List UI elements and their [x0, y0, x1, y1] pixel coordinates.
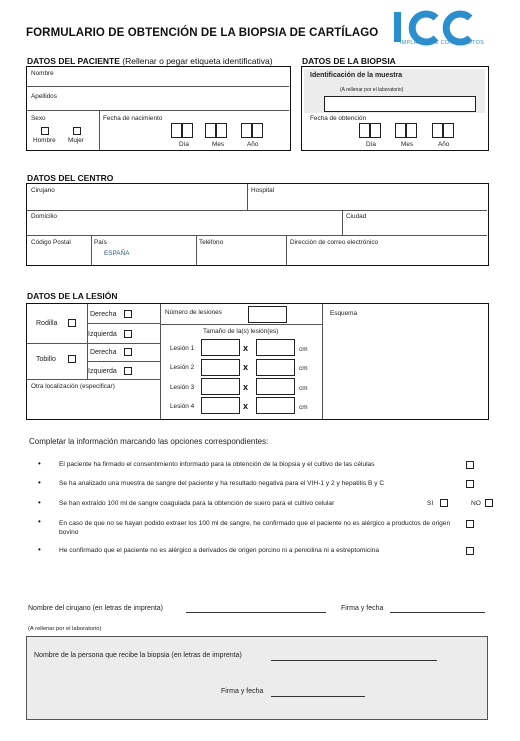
form-title: FORMULARIO DE OBTENCIÓN DE LA BIOPSIA DE CARTÍLAGO — [26, 27, 379, 39]
checklist-intro: Completar la información marcando las opciones correspondientes: — [29, 437, 269, 446]
lesion-4-x: x — [243, 401, 249, 411]
lab-note-label: (A rellenar por el laboratorio) — [28, 626, 102, 632]
surgeon-sign-label: Firma y fecha — [341, 605, 384, 612]
lab-sign-line[interactable] — [271, 696, 365, 697]
fecha-nacimiento-label: Fecha de nacimiento — [103, 115, 163, 122]
checklist-item-3: Se han extraído 100 ml de sangre coagulada para la obtención de suero para el cultivo celular — [59, 500, 335, 507]
lesion-1-length[interactable] — [201, 339, 240, 356]
checklist-item-5: He confirmado que el paciente no es alérgico a derivados de origen porcino ni a penicilina ni a estreptomicina — [59, 547, 379, 554]
logo-subtitle: IMPLANTE DE CONDROCITOS — [400, 40, 484, 46]
sexo-label: Sexo — [31, 115, 46, 122]
checklist-item-2-checkbox[interactable] — [466, 480, 474, 488]
lesion-1-label: Lesión 1 — [170, 345, 195, 352]
rodilla-izquierda-checkbox[interactable] — [124, 330, 132, 338]
receptor-label: Nombre de la persona que recibe la biopsia (en letras de imprenta) — [34, 652, 242, 659]
tamano-label: Tamaño de la(s) lesión(es) — [203, 328, 279, 335]
obt-day-digit-2[interactable] — [370, 123, 381, 138]
centre-box — [26, 183, 489, 266]
biopsy-box — [301, 66, 489, 151]
biopsy-lab-note: (A rellenar por el laboratorio) — [340, 87, 404, 93]
pais-label: País — [94, 239, 107, 246]
patient-box — [26, 66, 291, 151]
biopsy-heading: DATOS DE LA BIOPSIA — [302, 56, 396, 66]
dob-day-digit-1[interactable] — [171, 123, 182, 138]
bullet-1: • — [38, 459, 41, 468]
bullet-5: • — [38, 545, 41, 554]
tobillo-derecha-label: Derecha — [90, 349, 117, 356]
si-checkbox[interactable] — [440, 499, 448, 507]
dob-year-label: Año — [247, 141, 259, 148]
obt-day-digit-1[interactable] — [359, 123, 370, 138]
domicilio-label: Domicilio — [31, 213, 57, 220]
surgeon-name-label: Nombre del cirujano (en letras de imprenta) — [28, 605, 164, 612]
hombre-checkbox[interactable] — [41, 127, 49, 135]
numero-lesiones-field[interactable] — [248, 306, 287, 323]
lesion-3-x: x — [243, 382, 249, 392]
tobillo-checkbox[interactable] — [68, 355, 76, 363]
dob-month-digit-2[interactable] — [216, 123, 227, 138]
lesion-heading: DATOS DE LA LESIÓN — [27, 291, 118, 301]
surgeon-name-line[interactable] — [186, 612, 326, 613]
esquema-label: Esquema — [330, 310, 357, 317]
checklist-item-4-checkbox[interactable] — [466, 520, 474, 528]
identificacion-label: Identificación de la muestra — [310, 72, 403, 79]
email-label: Dirección de correo electrónico — [290, 239, 379, 246]
lesion-1-cm: cm — [299, 346, 308, 353]
lab-sign-label: Firma y fecha — [221, 688, 264, 695]
lesion-2-width[interactable] — [256, 359, 295, 376]
obt-year-digit-1[interactable] — [432, 123, 443, 138]
checklist-item-1-checkbox[interactable] — [466, 461, 474, 469]
surgeon-sign-line[interactable] — [390, 612, 485, 613]
dob-year-digit-2[interactable] — [252, 123, 263, 138]
tobillo-izquierda-label: Izquierda — [88, 368, 117, 375]
codigo-postal-label: Código Postal — [31, 239, 71, 246]
telefono-label: Teléfono — [199, 239, 224, 246]
hombre-label: Hombre — [33, 137, 56, 144]
obt-day-label: Día — [366, 141, 376, 148]
lesion-4-label: Lesión 4 — [170, 403, 195, 410]
lesion-4-length[interactable] — [201, 397, 240, 414]
rodilla-label: Rodilla — [36, 320, 58, 327]
lesion-2-label: Lesión 2 — [170, 364, 195, 371]
dob-day-label: Día — [179, 141, 189, 148]
obt-month-label: Mes — [401, 141, 414, 148]
dob-month-label: Mes — [212, 141, 225, 148]
lesion-4-cm: cm — [299, 404, 308, 411]
pais-value: ESPAÑA — [104, 250, 130, 257]
lesion-2-x: x — [243, 362, 249, 372]
numero-lesiones-label: Número de lesiones — [165, 309, 222, 316]
nombre-label: Nombre — [31, 70, 54, 77]
dob-year-digit-1[interactable] — [241, 123, 252, 138]
rodilla-izquierda-label: Izquierda — [88, 331, 117, 338]
apellidos-label: Apellidos — [31, 93, 57, 100]
patient-section-heading — [27, 56, 273, 66]
cirujano-label: Cirujano — [31, 187, 55, 194]
obt-month-digit-1[interactable] — [395, 123, 406, 138]
sample-id-field[interactable] — [324, 96, 476, 112]
dob-day-digit-2[interactable] — [182, 123, 193, 138]
lesion-3-cm: cm — [299, 385, 308, 392]
lesion-1-width[interactable] — [256, 339, 295, 356]
rodilla-derecha-checkbox[interactable] — [124, 310, 132, 318]
otra-localizacion-label: Otra localización (especificar) — [31, 383, 115, 390]
obt-year-digit-2[interactable] — [443, 123, 454, 138]
mujer-label: Mujer — [68, 137, 84, 144]
lesion-4-width[interactable] — [256, 397, 295, 414]
rodilla-checkbox[interactable] — [68, 319, 76, 327]
tobillo-derecha-checkbox[interactable] — [124, 348, 132, 356]
lesion-3-width[interactable] — [256, 378, 295, 395]
obt-month-digit-2[interactable] — [406, 123, 417, 138]
lesion-2-cm: cm — [299, 365, 308, 372]
lesion-1-x: x — [243, 343, 249, 353]
fecha-obtencion-label: Fecha de obtención — [310, 115, 367, 122]
bullet-2: • — [38, 478, 41, 487]
patient-heading-note: (Rellenar o pegar etiqueta identificativa) — [122, 56, 273, 66]
no-label: NO — [471, 500, 481, 507]
lesion-box — [26, 303, 489, 420]
no-checkbox[interactable] — [485, 499, 493, 507]
rodilla-derecha-label: Derecha — [90, 311, 117, 318]
obt-year-label: Año — [438, 141, 450, 148]
si-label: SI — [427, 500, 434, 507]
bullet-4: • — [38, 517, 41, 526]
patient-heading: DATOS DEL PACIENTE — [27, 56, 120, 66]
checklist-item-1: El paciente ha firmado el consentimiento informado para la obtención de la biopsia y el cultivo de las células — [59, 461, 375, 468]
lesion-3-label: Lesión 3 — [170, 384, 195, 391]
tobillo-izquierda-checkbox[interactable] — [124, 367, 132, 375]
lesion-2-length[interactable] — [201, 359, 240, 376]
ciudad-label: Ciudad — [346, 213, 367, 220]
checklist-item-2: Se ha analizado una muestra de sangre del paciente y ha resultado negativa para el VIH-1 y 2 y hepatitis B y C — [59, 480, 385, 487]
tobillo-label: Tobillo — [36, 356, 56, 363]
lab-box — [26, 636, 488, 720]
bullet-3: • — [38, 498, 41, 507]
checklist-item-5-checkbox[interactable] — [466, 547, 474, 555]
centre-heading: DATOS DEL CENTRO — [27, 173, 114, 183]
hospital-label: Hospital — [251, 187, 275, 194]
checklist-item-4: En caso de que no se hayan podido extraer los 100 ml de sangre, he confirmado que el paciente no es alérgico a productos de origen bovino — [59, 520, 451, 536]
mujer-checkbox[interactable] — [73, 127, 81, 135]
dob-month-digit-1[interactable] — [205, 123, 216, 138]
receptor-line[interactable] — [271, 660, 437, 661]
lesion-3-length[interactable] — [201, 378, 240, 395]
